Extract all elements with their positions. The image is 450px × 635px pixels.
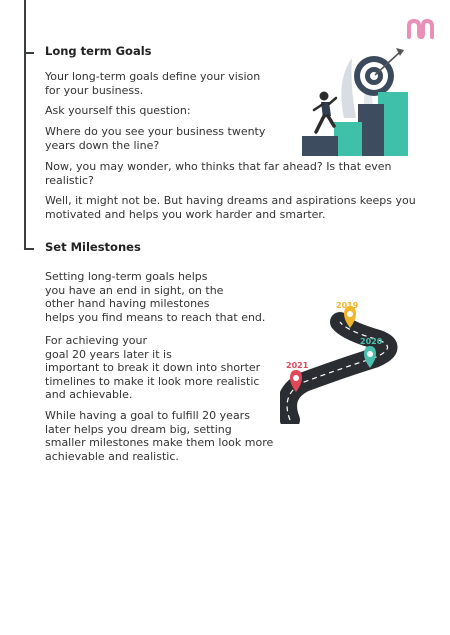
paragraph: While having a goal to fulfill 20 years later helps you dream big, setting smaller milestones make them look more achievable and realistic. [45, 409, 274, 463]
brand-logo-icon [406, 18, 434, 40]
paragraph: Ask yourself this question: [45, 104, 191, 117]
stair-step [334, 122, 362, 156]
timeline-tick-goals [24, 52, 34, 54]
year-label-low: 2021 [286, 361, 309, 370]
paragraph: For achieving your goal 20 years later it is important to break it down into shorter timelines to make it look more realistic and achievable. [45, 334, 261, 401]
section-heading-long-term-goals: Long term Goals [45, 44, 152, 58]
leaf-shape [341, 58, 356, 118]
timeline-line-top [24, 0, 26, 54]
goal-stairs-illustration [296, 40, 412, 158]
timeline-line-mid [24, 54, 26, 250]
year-label-top: 2019 [336, 301, 359, 310]
paragraph: Setting long-term goals helps you have an end in sight, on the other hand having milestones helps you find means to reach that end. [45, 270, 266, 324]
timeline-tick-milestones [24, 248, 34, 250]
climbing-person-icon [314, 92, 336, 133]
milestone-road-illustration [280, 298, 412, 424]
paragraph: Your long-term goals define your vision for your business. [45, 70, 261, 97]
paragraph: Where do you see your business twenty years down the line? [45, 125, 266, 152]
paragraph: Now, you may wonder, who thinks that far ahead? Is that even realistic? [45, 160, 392, 187]
stair-step [302, 136, 338, 156]
paragraph: Well, it might not be. But having dreams and aspirations keeps you motivated and helps you work harder and smarter. [45, 194, 416, 221]
section-heading-set-milestones: Set Milestones [45, 240, 141, 254]
year-label-mid: 2020 [360, 337, 383, 346]
